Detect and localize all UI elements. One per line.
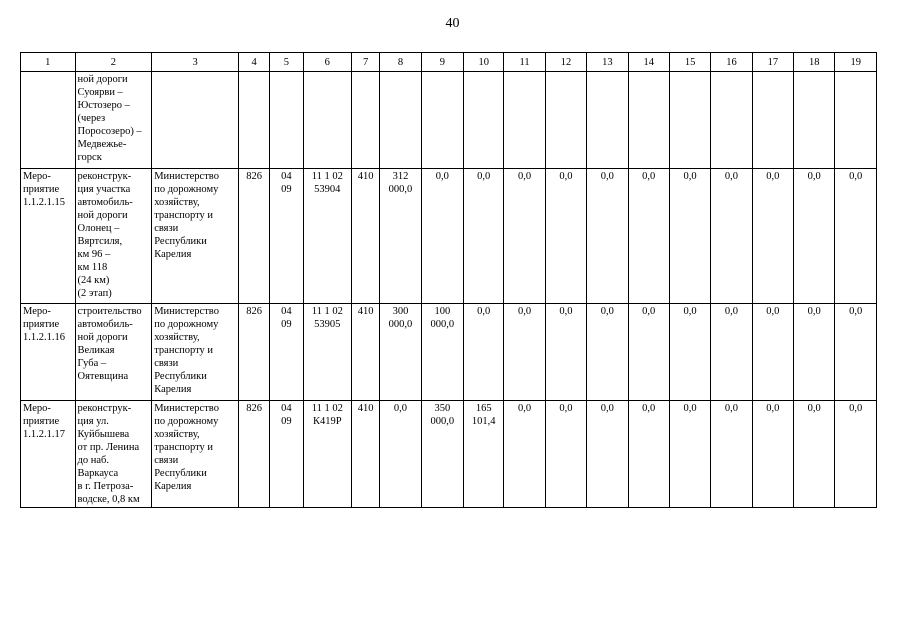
table-row	[21, 169, 877, 304]
value-cell: 0,0	[587, 169, 628, 304]
value-cell	[794, 72, 835, 169]
value-cell	[711, 72, 752, 169]
value-cell: 0,0	[752, 401, 793, 508]
budget-table	[20, 52, 877, 508]
value-cell: 0,0	[587, 304, 628, 401]
column-header: 14	[628, 53, 669, 72]
value-cell: 0,0	[711, 304, 752, 401]
column-header: 3	[152, 53, 239, 72]
code-cell	[270, 72, 303, 169]
value-cell: 0,0	[752, 304, 793, 401]
executor-cell: Министерство по дорожному хозяйству, транспорту и связи Республики Карелия	[152, 169, 239, 304]
measure-name-cell: реконструк- ция участка автомобиль- ной дороги Олонец – Вяртсиля, км 96 – км 118 (24 км) (2 этап)	[75, 169, 152, 304]
value-cell: 0,0	[504, 401, 545, 508]
value-cell	[669, 72, 710, 169]
column-header: 15	[669, 53, 710, 72]
code-cell	[303, 72, 351, 169]
column-header: 13	[587, 53, 628, 72]
value-cell	[587, 72, 628, 169]
measure-id-cell: Меро- приятие 1.1.2.1.17	[21, 401, 76, 508]
value-cell: 0,0	[794, 304, 835, 401]
value-cell: 0,0	[545, 401, 586, 508]
code-cell: 04 09	[270, 401, 303, 508]
value-cell	[464, 72, 504, 169]
value-cell	[380, 72, 421, 169]
value-cell: 0,0	[669, 169, 710, 304]
executor-cell: Министерство по дорожному хозяйству, транспорту и связи Республики Карелия	[152, 401, 239, 508]
value-cell	[421, 72, 463, 169]
value-cell: 0,0	[835, 304, 877, 401]
code-cell: 410	[352, 304, 380, 401]
executor-cell: Министерство по дорожному хозяйству, транспорту и связи Республики Карелия	[152, 304, 239, 401]
column-header: 4	[239, 53, 270, 72]
measure-name-cell: реконструк- ция ул. Куйбышева от пр. Ленина до наб. Варкауса в г. Петроза- водске, 0,8 км	[75, 401, 152, 508]
page-number: 40	[445, 16, 460, 31]
column-header: 2	[75, 53, 152, 72]
code-cell: 11 1 02 53905	[303, 304, 351, 401]
value-cell	[835, 72, 877, 169]
code-cell: 410	[352, 401, 380, 508]
value-cell: 0,0	[628, 169, 669, 304]
value-cell: 0,0	[504, 169, 545, 304]
column-header: 6	[303, 53, 351, 72]
column-header: 11	[504, 53, 545, 72]
value-cell: 0,0	[711, 401, 752, 508]
code-cell: 04 09	[270, 169, 303, 304]
code-cell: 11 1 02 53904	[303, 169, 351, 304]
value-cell	[545, 72, 586, 169]
value-cell: 100 000,0	[421, 304, 463, 401]
table-row	[21, 401, 877, 508]
value-cell: 350 000,0	[421, 401, 463, 508]
value-cell: 0,0	[835, 401, 877, 508]
value-cell: 0,0	[711, 169, 752, 304]
code-cell: 410	[352, 169, 380, 304]
column-header: 19	[835, 53, 877, 72]
column-header: 5	[270, 53, 303, 72]
code-cell: 826	[239, 401, 270, 508]
code-cell: 04 09	[270, 304, 303, 401]
value-cell: 0,0	[464, 304, 504, 401]
measure-id-cell: Меро- приятие 1.1.2.1.16	[21, 304, 76, 401]
value-cell: 0,0	[545, 169, 586, 304]
value-cell: 0,0	[545, 304, 586, 401]
table-row	[21, 72, 877, 169]
value-cell: 0,0	[380, 401, 421, 508]
code-cell: 826	[239, 169, 270, 304]
measure-id-cell	[21, 72, 76, 169]
value-cell: 0,0	[504, 304, 545, 401]
table-row	[21, 304, 877, 401]
header-row	[21, 53, 877, 72]
code-cell: 826	[239, 304, 270, 401]
column-header: 8	[380, 53, 421, 72]
value-cell: 0,0	[835, 169, 877, 304]
value-cell: 312 000,0	[380, 169, 421, 304]
code-cell	[239, 72, 270, 169]
value-cell: 0,0	[628, 401, 669, 508]
value-cell	[628, 72, 669, 169]
column-header: 1	[21, 53, 76, 72]
value-cell: 0,0	[669, 304, 710, 401]
value-cell: 300 000,0	[380, 304, 421, 401]
value-cell: 0,0	[628, 304, 669, 401]
column-header: 17	[752, 53, 793, 72]
value-cell: 0,0	[587, 401, 628, 508]
measure-id-cell: Меро- приятие 1.1.2.1.15	[21, 169, 76, 304]
value-cell: 0,0	[669, 401, 710, 508]
executor-cell	[152, 72, 239, 169]
column-header: 18	[794, 53, 835, 72]
column-header: 16	[711, 53, 752, 72]
value-cell: 0,0	[752, 169, 793, 304]
value-cell	[752, 72, 793, 169]
measure-name-cell: строительство автомобиль- ной дороги Великая Губа – Оятевщина	[75, 304, 152, 401]
column-header: 12	[545, 53, 586, 72]
value-cell	[504, 72, 545, 169]
value-cell: 0,0	[464, 169, 504, 304]
measure-name-cell: ной дороги Суоярви – Юстозеро – (через Поросозеро) – Медвежье- горск	[75, 72, 152, 169]
value-cell: 165 101,4	[464, 401, 504, 508]
column-header: 7	[352, 53, 380, 72]
column-header: 9	[421, 53, 463, 72]
value-cell: 0,0	[794, 169, 835, 304]
code-cell	[352, 72, 380, 169]
code-cell: 11 1 02 К419Р	[303, 401, 351, 508]
column-header: 10	[464, 53, 504, 72]
value-cell: 0,0	[421, 169, 463, 304]
value-cell: 0,0	[794, 401, 835, 508]
